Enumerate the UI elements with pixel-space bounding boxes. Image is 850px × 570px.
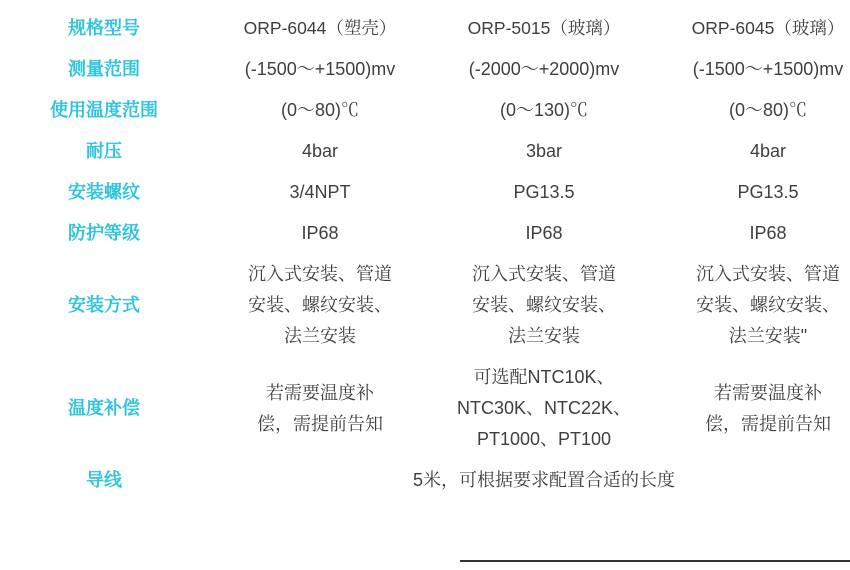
- row-label: 使用温度范围: [50, 100, 158, 120]
- cell-line: NTC30K、NTC22K、: [456, 398, 632, 418]
- cell-line: 安装、螺纹安装、: [472, 295, 616, 315]
- row-label: 耐压: [86, 141, 122, 161]
- row-label: 安装螺纹: [68, 182, 140, 202]
- cell-line: 法兰安装: [508, 326, 580, 346]
- table-cell: PG13.5: [513, 182, 575, 202]
- cell-line: 沉入式安装、管道: [248, 264, 392, 284]
- cell-line: 若需要温度补: [266, 382, 374, 403]
- table-row: [0, 90, 850, 131]
- row-label: 测量范围: [68, 59, 140, 79]
- bottom-divider: [460, 560, 850, 562]
- table-cell: [208, 357, 432, 460]
- row-label: 防护等级: [68, 223, 140, 243]
- table-cell: (-2000～+2000)mv: [468, 59, 620, 79]
- table-cell: (-1500～+1500)mv: [244, 59, 396, 79]
- table-cell: ORP-6044（塑壳）: [243, 18, 397, 38]
- table-cell: IP68: [749, 223, 787, 243]
- table-row: [0, 8, 850, 49]
- table-cell: IP68: [525, 223, 563, 243]
- table-cell: (0～80)℃: [728, 100, 808, 120]
- cell-line: PT1000、PT100: [476, 429, 612, 449]
- table-row: [0, 460, 850, 501]
- table-cell: ORP-5015（玻璃）: [467, 18, 621, 38]
- cell-line: 安装、螺纹安装、: [696, 295, 840, 315]
- table-cell: 4bar: [749, 141, 787, 161]
- row-label: 导线: [86, 470, 122, 490]
- table-cell: [432, 357, 656, 460]
- table-cell: (0～80)℃: [280, 100, 360, 120]
- row-label: 安装方式: [68, 295, 140, 315]
- table-cell: PG13.5: [737, 182, 799, 202]
- table-cell: [432, 254, 656, 357]
- row-label: 温度补偿: [68, 398, 140, 418]
- table-row: [0, 172, 850, 213]
- table-row: [0, 213, 850, 254]
- table-cell: 5米，可根据要求配置合适的长度: [412, 470, 675, 490]
- cell-line: 安装、螺纹安装、: [248, 295, 392, 315]
- table-cell: (0～130)℃: [499, 100, 589, 120]
- table-cell: (-1500～+1500)mv: [692, 59, 844, 79]
- specification-table: [0, 8, 850, 501]
- table-cell: 4bar: [301, 141, 339, 161]
- table-cell: IP68: [301, 223, 339, 243]
- table-cell: 3/4NPT: [289, 182, 351, 202]
- row-label: 规格型号: [68, 18, 140, 38]
- table-row: [0, 131, 850, 172]
- cell-line: 沉入式安装、管道: [696, 264, 840, 284]
- table-row: [0, 357, 850, 460]
- cell-line: 可选配NTC10K、: [473, 367, 615, 387]
- cell-line: 法兰安装: [284, 326, 356, 346]
- table-row: [0, 254, 850, 357]
- cell-line: 若需要温度补: [714, 382, 822, 403]
- table-cell: ORP-6045（玻璃）: [691, 18, 845, 38]
- table-row: [0, 49, 850, 90]
- cell-line: 偿，需提前告知: [705, 413, 831, 434]
- table-body: [0, 8, 850, 501]
- cell-line: 沉入式安装、管道: [472, 264, 616, 284]
- cell-line: 偿，需提前告知: [257, 413, 383, 434]
- table-cell: [656, 254, 850, 357]
- table-cell: [656, 357, 850, 460]
- table-cell: 3bar: [525, 141, 563, 161]
- cell-line: 法兰安装": [728, 326, 808, 346]
- table-cell: [208, 254, 432, 357]
